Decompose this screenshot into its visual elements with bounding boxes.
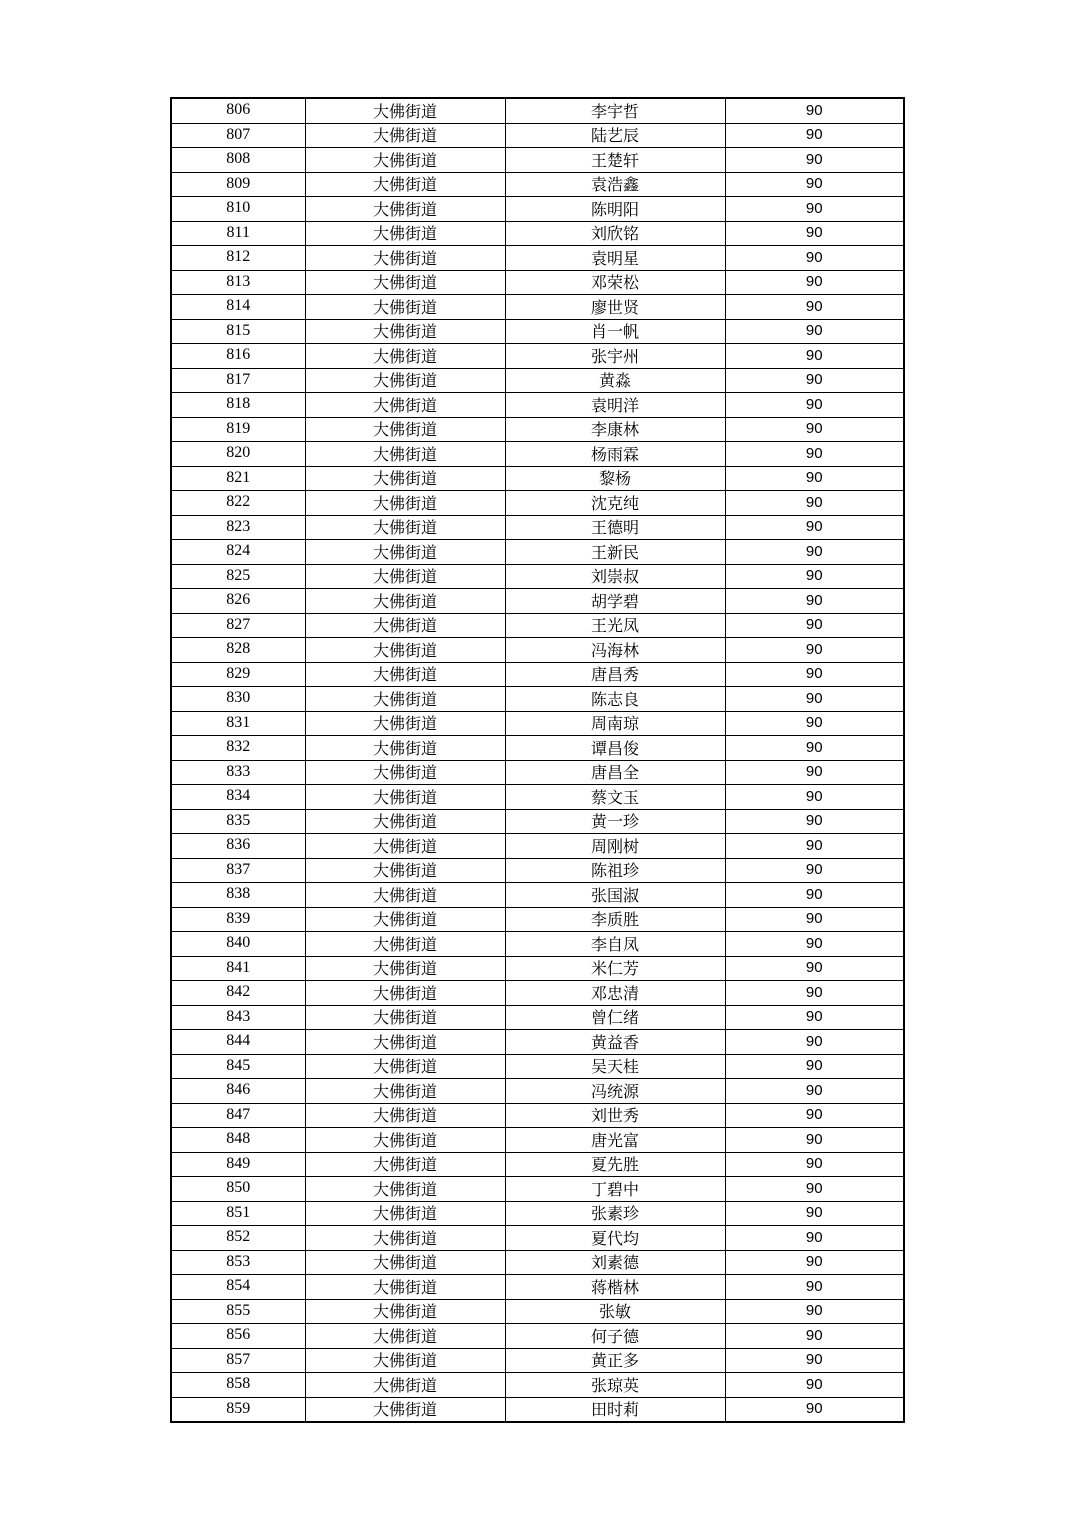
- table-row: [171, 466, 904, 491]
- name-cell: 黄益香: [505, 1030, 725, 1055]
- score-cell: 90: [725, 1079, 904, 1104]
- score-cell: 90: [725, 221, 904, 246]
- row-number-cell: 846: [171, 1079, 305, 1104]
- row-number-cell: 840: [171, 932, 305, 957]
- score-cell: 90: [725, 442, 904, 467]
- row-number-cell: 838: [171, 883, 305, 908]
- row-number-cell: 813: [171, 270, 305, 295]
- row-number-cell: 824: [171, 540, 305, 565]
- row-number-cell: 811: [171, 221, 305, 246]
- street-cell: 大佛街道: [305, 1275, 505, 1300]
- table-row: [171, 1397, 904, 1422]
- street-cell: 大佛街道: [305, 662, 505, 687]
- score-cell: 90: [725, 1250, 904, 1275]
- row-number-cell: 837: [171, 858, 305, 883]
- street-cell: 大佛街道: [305, 1128, 505, 1153]
- table-row: [171, 98, 904, 123]
- name-cell: 陈明阳: [505, 197, 725, 222]
- street-cell: 大佛街道: [305, 1005, 505, 1030]
- name-cell: 王楚轩: [505, 148, 725, 173]
- row-number-cell: 842: [171, 981, 305, 1006]
- street-cell: 大佛街道: [305, 221, 505, 246]
- name-cell: 王光凤: [505, 613, 725, 638]
- table-row: [171, 221, 904, 246]
- score-cell: 90: [725, 1054, 904, 1079]
- table-row: [171, 1275, 904, 1300]
- table-row: [171, 1373, 904, 1398]
- street-cell: 大佛街道: [305, 540, 505, 565]
- name-cell: 黄正多: [505, 1348, 725, 1373]
- street-cell: 大佛街道: [305, 295, 505, 320]
- name-cell: 刘素德: [505, 1250, 725, 1275]
- row-number-cell: 854: [171, 1275, 305, 1300]
- table-row: [171, 515, 904, 540]
- score-cell: 90: [725, 956, 904, 981]
- street-cell: 大佛街道: [305, 172, 505, 197]
- table-row: [171, 1005, 904, 1030]
- street-cell: 大佛街道: [305, 907, 505, 932]
- row-number-cell: 835: [171, 809, 305, 834]
- name-cell: 夏先胜: [505, 1152, 725, 1177]
- street-cell: 大佛街道: [305, 98, 505, 123]
- row-number-cell: 806: [171, 98, 305, 123]
- street-cell: 大佛街道: [305, 1079, 505, 1104]
- score-cell: 90: [725, 981, 904, 1006]
- score-cell: 90: [725, 1201, 904, 1226]
- row-number-cell: 829: [171, 662, 305, 687]
- row-number-cell: 814: [171, 295, 305, 320]
- score-cell: 90: [725, 1373, 904, 1398]
- table-row: [171, 883, 904, 908]
- row-number-cell: 849: [171, 1152, 305, 1177]
- score-cell: 90: [725, 197, 904, 222]
- score-cell: 90: [725, 687, 904, 712]
- table-row: [171, 1128, 904, 1153]
- street-cell: 大佛街道: [305, 123, 505, 148]
- table-row: [171, 491, 904, 516]
- street-cell: 大佛街道: [305, 246, 505, 271]
- street-cell: 大佛街道: [305, 417, 505, 442]
- score-cell: 90: [725, 1397, 904, 1422]
- row-number-cell: 821: [171, 466, 305, 491]
- name-cell: 刘世秀: [505, 1103, 725, 1128]
- score-cell: 90: [725, 466, 904, 491]
- table-row: [171, 1030, 904, 1055]
- street-cell: 大佛街道: [305, 270, 505, 295]
- row-number-cell: 859: [171, 1397, 305, 1422]
- score-cell: 90: [725, 1128, 904, 1153]
- street-cell: 大佛街道: [305, 858, 505, 883]
- table-row: [171, 1226, 904, 1251]
- name-cell: 唐光富: [505, 1128, 725, 1153]
- street-cell: 大佛街道: [305, 1054, 505, 1079]
- score-cell: 90: [725, 564, 904, 589]
- score-cell: 90: [725, 1226, 904, 1251]
- table-row: [171, 1250, 904, 1275]
- street-cell: 大佛街道: [305, 1324, 505, 1349]
- table-row: [171, 638, 904, 663]
- score-cell: 90: [725, 662, 904, 687]
- row-number-cell: 851: [171, 1201, 305, 1226]
- roster-table-body: [171, 98, 904, 1422]
- score-cell: 90: [725, 638, 904, 663]
- name-cell: 胡学碧: [505, 589, 725, 614]
- table-row: [171, 1054, 904, 1079]
- table-row: [171, 564, 904, 589]
- table-row: [171, 834, 904, 859]
- name-cell: 吴天桂: [505, 1054, 725, 1079]
- name-cell: 张敏: [505, 1299, 725, 1324]
- table-row: [171, 1324, 904, 1349]
- street-cell: 大佛街道: [305, 148, 505, 173]
- table-row: [171, 172, 904, 197]
- table-row: [171, 540, 904, 565]
- street-cell: 大佛街道: [305, 736, 505, 761]
- table-row: [171, 785, 904, 810]
- roster-table: [170, 97, 905, 1423]
- row-number-cell: 841: [171, 956, 305, 981]
- score-cell: 90: [725, 883, 904, 908]
- name-cell: 杨雨霖: [505, 442, 725, 467]
- street-cell: 大佛街道: [305, 1152, 505, 1177]
- street-cell: 大佛街道: [305, 197, 505, 222]
- table-row: [171, 907, 904, 932]
- name-cell: 蔡文玉: [505, 785, 725, 810]
- street-cell: 大佛街道: [305, 1373, 505, 1398]
- score-cell: 90: [725, 540, 904, 565]
- name-cell: 李质胜: [505, 907, 725, 932]
- name-cell: 张素珍: [505, 1201, 725, 1226]
- row-number-cell: 839: [171, 907, 305, 932]
- table-row: [171, 1177, 904, 1202]
- score-cell: 90: [725, 295, 904, 320]
- row-number-cell: 812: [171, 246, 305, 271]
- street-cell: 大佛街道: [305, 1103, 505, 1128]
- name-cell: 冯海林: [505, 638, 725, 663]
- table-row: [171, 442, 904, 467]
- name-cell: 周刚树: [505, 834, 725, 859]
- street-cell: 大佛街道: [305, 1030, 505, 1055]
- row-number-cell: 828: [171, 638, 305, 663]
- street-cell: 大佛街道: [305, 932, 505, 957]
- row-number-cell: 810: [171, 197, 305, 222]
- score-cell: 90: [725, 344, 904, 369]
- row-number-cell: 822: [171, 491, 305, 516]
- row-number-cell: 832: [171, 736, 305, 761]
- table-row: [171, 197, 904, 222]
- row-number-cell: 825: [171, 564, 305, 589]
- row-number-cell: 844: [171, 1030, 305, 1055]
- table-row: [171, 613, 904, 638]
- name-cell: 袁浩鑫: [505, 172, 725, 197]
- street-cell: 大佛街道: [305, 1397, 505, 1422]
- row-number-cell: 834: [171, 785, 305, 810]
- street-cell: 大佛街道: [305, 491, 505, 516]
- name-cell: 王新民: [505, 540, 725, 565]
- table-row: [171, 344, 904, 369]
- name-cell: 刘欣铭: [505, 221, 725, 246]
- name-cell: 张宇州: [505, 344, 725, 369]
- street-cell: 大佛街道: [305, 466, 505, 491]
- street-cell: 大佛街道: [305, 564, 505, 589]
- name-cell: 蒋楷林: [505, 1275, 725, 1300]
- table-row: [171, 981, 904, 1006]
- street-cell: 大佛街道: [305, 1226, 505, 1251]
- row-number-cell: 857: [171, 1348, 305, 1373]
- row-number-cell: 845: [171, 1054, 305, 1079]
- table-row: [171, 1103, 904, 1128]
- score-cell: 90: [725, 246, 904, 271]
- row-number-cell: 831: [171, 711, 305, 736]
- score-cell: 90: [725, 270, 904, 295]
- score-cell: 90: [725, 613, 904, 638]
- score-cell: 90: [725, 1152, 904, 1177]
- table-row: [171, 270, 904, 295]
- street-cell: 大佛街道: [305, 393, 505, 418]
- score-cell: 90: [725, 760, 904, 785]
- name-cell: 丁碧中: [505, 1177, 725, 1202]
- table-row: [171, 956, 904, 981]
- table-row: [171, 858, 904, 883]
- score-cell: 90: [725, 1299, 904, 1324]
- table-row: [171, 1299, 904, 1324]
- score-cell: 90: [725, 809, 904, 834]
- table-row: [171, 589, 904, 614]
- table-row: [171, 1152, 904, 1177]
- score-cell: 90: [725, 148, 904, 173]
- table-row: [171, 736, 904, 761]
- score-cell: 90: [725, 368, 904, 393]
- row-number-cell: 843: [171, 1005, 305, 1030]
- street-cell: 大佛街道: [305, 613, 505, 638]
- street-cell: 大佛街道: [305, 368, 505, 393]
- row-number-cell: 847: [171, 1103, 305, 1128]
- street-cell: 大佛街道: [305, 834, 505, 859]
- score-cell: 90: [725, 1177, 904, 1202]
- score-cell: 90: [725, 1324, 904, 1349]
- street-cell: 大佛街道: [305, 1250, 505, 1275]
- street-cell: 大佛街道: [305, 344, 505, 369]
- row-number-cell: 816: [171, 344, 305, 369]
- table-row: [171, 246, 904, 271]
- street-cell: 大佛街道: [305, 638, 505, 663]
- row-number-cell: 827: [171, 613, 305, 638]
- row-number-cell: 815: [171, 319, 305, 344]
- score-cell: 90: [725, 98, 904, 123]
- row-number-cell: 807: [171, 123, 305, 148]
- table-row: [171, 932, 904, 957]
- score-cell: 90: [725, 785, 904, 810]
- score-cell: 90: [725, 515, 904, 540]
- name-cell: 袁明洋: [505, 393, 725, 418]
- row-number-cell: 820: [171, 442, 305, 467]
- street-cell: 大佛街道: [305, 711, 505, 736]
- name-cell: 李康林: [505, 417, 725, 442]
- table-row: [171, 417, 904, 442]
- name-cell: 黎杨: [505, 466, 725, 491]
- name-cell: 何子德: [505, 1324, 725, 1349]
- row-number-cell: 856: [171, 1324, 305, 1349]
- row-number-cell: 833: [171, 760, 305, 785]
- street-cell: 大佛街道: [305, 319, 505, 344]
- table-row: [171, 123, 904, 148]
- row-number-cell: 848: [171, 1128, 305, 1153]
- street-cell: 大佛街道: [305, 760, 505, 785]
- score-cell: 90: [725, 932, 904, 957]
- name-cell: 黄一珍: [505, 809, 725, 834]
- name-cell: 米仁芳: [505, 956, 725, 981]
- row-number-cell: 826: [171, 589, 305, 614]
- street-cell: 大佛街道: [305, 956, 505, 981]
- name-cell: 邓忠清: [505, 981, 725, 1006]
- score-cell: 90: [725, 393, 904, 418]
- name-cell: 李宇哲: [505, 98, 725, 123]
- score-cell: 90: [725, 1005, 904, 1030]
- name-cell: 李自凤: [505, 932, 725, 957]
- row-number-cell: 853: [171, 1250, 305, 1275]
- table-row: [171, 1348, 904, 1373]
- score-cell: 90: [725, 858, 904, 883]
- street-cell: 大佛街道: [305, 1348, 505, 1373]
- score-cell: 90: [725, 589, 904, 614]
- table-row: [171, 687, 904, 712]
- row-number-cell: 808: [171, 148, 305, 173]
- score-cell: 90: [725, 1103, 904, 1128]
- name-cell: 夏代均: [505, 1226, 725, 1251]
- score-cell: 90: [725, 1030, 904, 1055]
- street-cell: 大佛街道: [305, 1177, 505, 1202]
- name-cell: 黄淼: [505, 368, 725, 393]
- row-number-cell: 852: [171, 1226, 305, 1251]
- row-number-cell: 836: [171, 834, 305, 859]
- table-row: [171, 319, 904, 344]
- score-cell: 90: [725, 1348, 904, 1373]
- name-cell: 冯统源: [505, 1079, 725, 1104]
- name-cell: 陆艺辰: [505, 123, 725, 148]
- street-cell: 大佛街道: [305, 883, 505, 908]
- name-cell: 肖一帆: [505, 319, 725, 344]
- name-cell: 刘崇叔: [505, 564, 725, 589]
- name-cell: 张琼英: [505, 1373, 725, 1398]
- name-cell: 廖世贤: [505, 295, 725, 320]
- table-row: [171, 393, 904, 418]
- table-row: [171, 809, 904, 834]
- street-cell: 大佛街道: [305, 1299, 505, 1324]
- name-cell: 张国淑: [505, 883, 725, 908]
- row-number-cell: 819: [171, 417, 305, 442]
- street-cell: 大佛街道: [305, 981, 505, 1006]
- score-cell: 90: [725, 172, 904, 197]
- name-cell: 邓荣松: [505, 270, 725, 295]
- row-number-cell: 817: [171, 368, 305, 393]
- street-cell: 大佛街道: [305, 687, 505, 712]
- table-row: [171, 148, 904, 173]
- street-cell: 大佛街道: [305, 515, 505, 540]
- score-cell: 90: [725, 736, 904, 761]
- score-cell: 90: [725, 491, 904, 516]
- score-cell: 90: [725, 417, 904, 442]
- street-cell: 大佛街道: [305, 1201, 505, 1226]
- row-number-cell: 823: [171, 515, 305, 540]
- name-cell: 沈克纯: [505, 491, 725, 516]
- street-cell: 大佛街道: [305, 589, 505, 614]
- score-cell: 90: [725, 711, 904, 736]
- table-row: [171, 662, 904, 687]
- street-cell: 大佛街道: [305, 809, 505, 834]
- row-number-cell: 858: [171, 1373, 305, 1398]
- name-cell: 曾仁绪: [505, 1005, 725, 1030]
- name-cell: 陈祖珍: [505, 858, 725, 883]
- table-row: [171, 368, 904, 393]
- name-cell: 周南琼: [505, 711, 725, 736]
- table-row: [171, 711, 904, 736]
- score-cell: 90: [725, 319, 904, 344]
- score-cell: 90: [725, 1275, 904, 1300]
- score-cell: 90: [725, 907, 904, 932]
- table-row: [171, 1201, 904, 1226]
- table-row: [171, 1079, 904, 1104]
- table-row: [171, 760, 904, 785]
- street-cell: 大佛街道: [305, 785, 505, 810]
- name-cell: 唐昌全: [505, 760, 725, 785]
- name-cell: 陈志良: [505, 687, 725, 712]
- row-number-cell: 850: [171, 1177, 305, 1202]
- row-number-cell: 855: [171, 1299, 305, 1324]
- row-number-cell: 830: [171, 687, 305, 712]
- row-number-cell: 818: [171, 393, 305, 418]
- score-cell: 90: [725, 834, 904, 859]
- street-cell: 大佛街道: [305, 442, 505, 467]
- score-cell: 90: [725, 123, 904, 148]
- name-cell: 唐昌秀: [505, 662, 725, 687]
- name-cell: 袁明星: [505, 246, 725, 271]
- table-row: [171, 295, 904, 320]
- name-cell: 谭昌俊: [505, 736, 725, 761]
- row-number-cell: 809: [171, 172, 305, 197]
- name-cell: 王德明: [505, 515, 725, 540]
- name-cell: 田时莉: [505, 1397, 725, 1422]
